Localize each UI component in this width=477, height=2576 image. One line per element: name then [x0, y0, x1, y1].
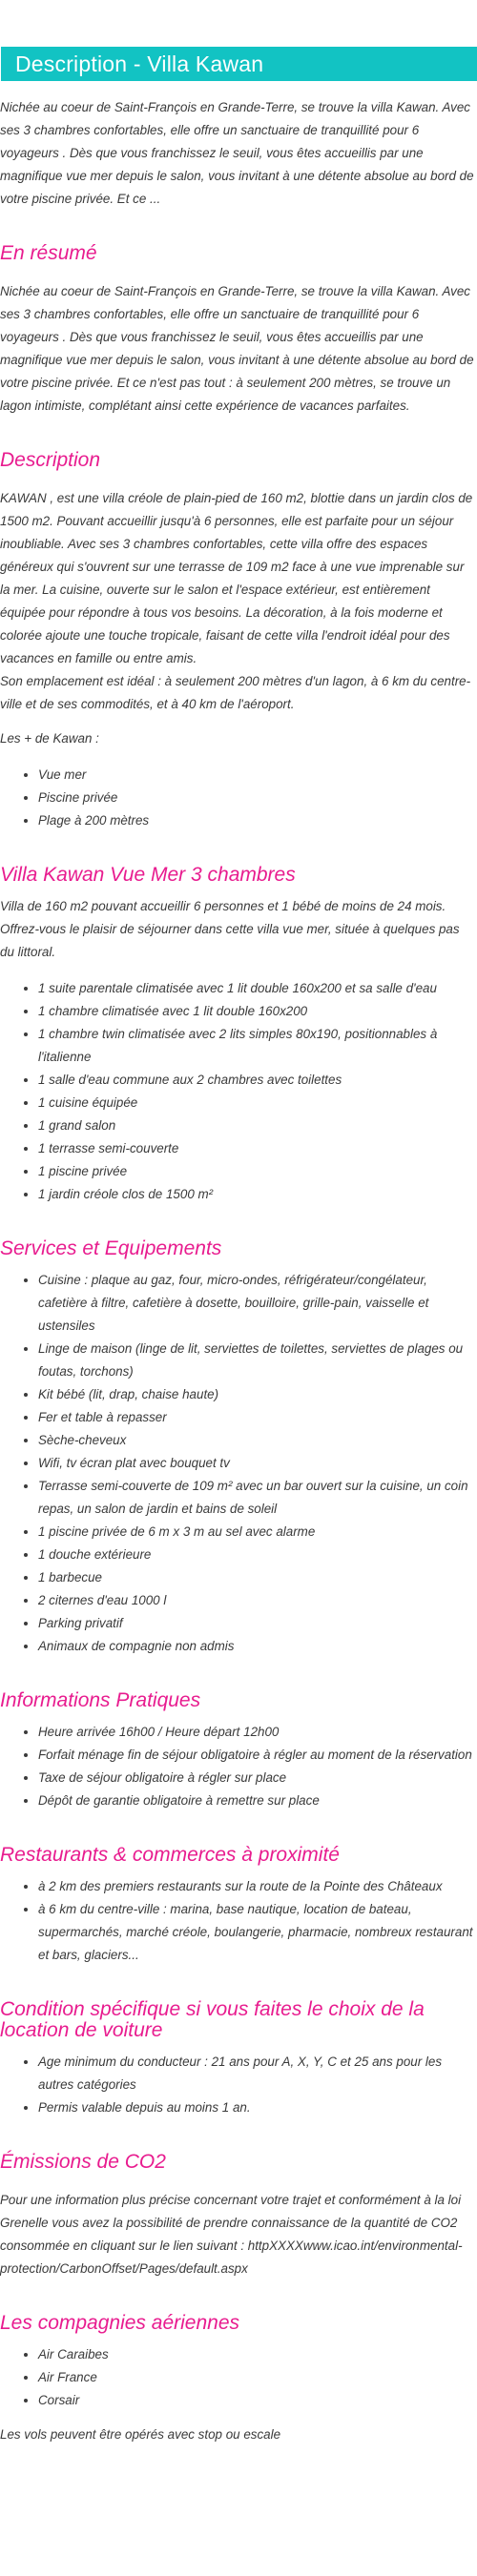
description-paragraph: KAWAN , est une villa créole de plain-pied de 160 m2, blottie dans un jardin clos de 1500 m2. Pouvant accueillir jusqu'à 6 personnes, elle est parfaite pour un séjour inoubliable. Avec ses 3 chambres confortables, cette villa offre des espaces généreux qui s'ouvrent sur une terrasse de 109 m2 face à une vue imprenable sur la mer. La cuisine, ouverte sur le salon et l'espace extérieur, est entièrement équipée pour répondre à tous vos besoins. La décoration, à la fois moderne et colorée ajoute une touche tropicale, faisant de cette villa l'endroit idéal pour des vacances en famille ou entre amis.	[0, 491, 473, 665]
list-item: • 1 piscine privée de 6 m x 3 m au sel avec alarme	[38, 1521, 475, 1544]
list-item: • Age minimum du conducteur : 21 ans pour A, X, Y, C et 25 ans pour les autres catégories	[38, 2051, 475, 2096]
list-item: • Dépôt de garantie obligatoire à remettre sur place	[38, 1789, 475, 1812]
plus-list	[0, 764, 475, 832]
intro-paragraph: Nichée au coeur de Saint-François en Grande-Terre, se trouve la villa Kawan. Avec ses 3 chambres confortables, elle offre un sanctuaire de tranquillité pour 6 voyageurs . Dès que vous franchissez le seuil, vous êtes accueillis par une magnifique vue mer depuis le salon, vous invitant à une détente absolue au bord de votre piscine privée. Et ce ...	[0, 100, 474, 206]
list-item: • 1 salle d'eau commune aux 2 chambres avec toilettes	[38, 1069, 475, 1092]
list-item: • à 6 km du centre-ville : marina, base nautique, location de bateau, supermarchés, marché créole, boulangerie, pharmacie, nombreux restaurant et bars, glaciers...	[38, 1898, 475, 1967]
list-item: • 1 chambre climatisée avec 1 lit double 160x200	[38, 1000, 475, 1023]
list-item: • Taxe de séjour obligatoire à régler sur place	[38, 1767, 475, 1789]
location-paragraph: Son emplacement est idéal : à seulement 200 mètres d'un lagon, à 6 km du centre-ville et de ses commodités, et à 40 km de l'aéroport.	[0, 674, 471, 711]
list-item: • Cuisine : plaque au gaz, four, micro-ondes, réfrigérateur/congélateur, cafetière à filtre, cafetière à dosette, bouilloire, grille-pain, vaisselle et ustensiles	[38, 1269, 475, 1338]
section-title-infos: Informations Pratiques	[0, 1689, 201, 1711]
airlines-note: Les vols peuvent être opérés avec stop ou escale	[0, 2427, 281, 2442]
list-item: • Terrasse semi-couverte de 109 m² avec un bar ouvert sur la cuisine, un coin repas, un salon de jardin et bains de soleil	[38, 1475, 475, 1521]
section-title-restaurants: Restaurants & commerces à proximité	[0, 1844, 340, 1866]
list-item: • Vue mer	[38, 764, 475, 787]
list-item: • Forfait ménage fin de séjour obligatoire à régler au moment de la réservation	[38, 1744, 475, 1767]
list-item: • 1 piscine privée	[38, 1160, 475, 1183]
section-title-condition: Condition spécifique si vous faites le choix de la location de voiture	[0, 1998, 425, 2041]
rooms-list	[0, 977, 475, 1206]
list-item: • Wifi, tv écran plat avec bouquet tv	[38, 1452, 475, 1475]
list-item: • Heure arrivée 16h00 / Heure départ 12h00	[38, 1721, 475, 1744]
list-item: • Piscine privée	[38, 787, 475, 809]
section-title-services: Services et Equipements	[0, 1237, 222, 1259]
list-item: • Kit bébé (lit, drap, chaise haute)	[38, 1383, 475, 1406]
list-item: • 1 jardin créole clos de 1500 m²	[38, 1183, 475, 1206]
list-item: • 1 cuisine équipée	[38, 1092, 475, 1114]
list-item: • Corsair	[38, 2389, 475, 2412]
list-item: • 2 citernes d'eau 1000 l	[38, 1589, 475, 1612]
list-item: • à 2 km des premiers restaurants sur la route de la Pointe des Châteaux	[38, 1875, 475, 1898]
co2-paragraph: Pour une information plus précise concernant votre trajet et conformément à la loi Grenelle vous avez la possibilité de prendre connaissance de la quantité de CO2 consommée en cliquant sur le lien suivant : httpXXXXwww.icao.int/environmental-protection/CarbonOffset/Pages/default.aspx	[0, 2193, 463, 2276]
restaurants-list	[0, 1875, 475, 1967]
list-item: • 1 suite parentale climatisée avec 1 lit double 160x200 et sa salle d'eau	[38, 977, 475, 1000]
section-title-resume: En résumé	[0, 242, 97, 264]
section-title-villa: Villa Kawan Vue Mer 3 chambres	[0, 864, 296, 886]
page-title: Description - Villa Kawan	[15, 51, 264, 76]
infos-list	[0, 1721, 475, 1812]
list-item: • Air France	[38, 2366, 475, 2389]
main-content	[0, 96, 477, 2446]
page-title-banner	[1, 47, 477, 81]
list-item: • Sèche-cheveux	[38, 1429, 475, 1452]
list-item: • 1 chambre twin climatisée avec 2 lits simples 80x190, positionnables à l'italienne	[38, 1023, 475, 1069]
list-item: • 1 douche extérieure	[38, 1544, 475, 1566]
services-list	[0, 1269, 475, 1658]
list-item: • Permis valable depuis au moins 1 an.	[38, 2096, 475, 2119]
section-title-description: Description	[0, 449, 101, 471]
plus-title: Les + de Kawan :	[0, 731, 99, 746]
list-item: • 1 terrasse semi-couverte	[38, 1137, 475, 1160]
list-item: • Air Caraibes	[38, 2343, 475, 2366]
villa-paragraph: Villa de 160 m2 pouvant accueillir 6 personnes et 1 bébé de moins de 24 mois. Offrez-vous le plaisir de séjourner dans cette villa vue mer, située à quelques pas du littoral.	[0, 899, 460, 959]
list-item: • Linge de maison (linge de lit, serviettes de toilettes, serviettes de plages ou foutas, torchons)	[38, 1338, 475, 1383]
airlines-list	[0, 2343, 475, 2412]
section-title-co2: Émissions de CO2	[0, 2151, 166, 2173]
list-item: • Fer et table à repasser	[38, 1406, 475, 1429]
list-item: • 1 barbecue	[38, 1566, 475, 1589]
list-item: • 1 grand salon	[38, 1114, 475, 1137]
list-item: • Parking privatif	[38, 1612, 475, 1635]
list-item: • Plage à 200 mètres	[38, 809, 475, 832]
resume-paragraph: Nichée au coeur de Saint-François en Grande-Terre, se trouve la villa Kawan. Avec ses 3 chambres confortables, elle offre un sanctuaire de tranquillité pour 6 voyageurs . Dès que vous franchissez le seuil, vous êtes accueillis par une magnifique vue mer depuis le salon, vous invitant à une détente absolue au bord de votre piscine privée. Et ce n'est pas tout : à seulement 200 mètres, se trouve un lagon intimiste, complétant ainsi cette expérience de vacances parfaites.	[0, 284, 474, 413]
condition-list	[0, 2051, 475, 2119]
section-title-airlines: Les compagnies aériennes	[0, 2312, 239, 2334]
list-item: • Animaux de compagnie non admis	[38, 1635, 475, 1658]
